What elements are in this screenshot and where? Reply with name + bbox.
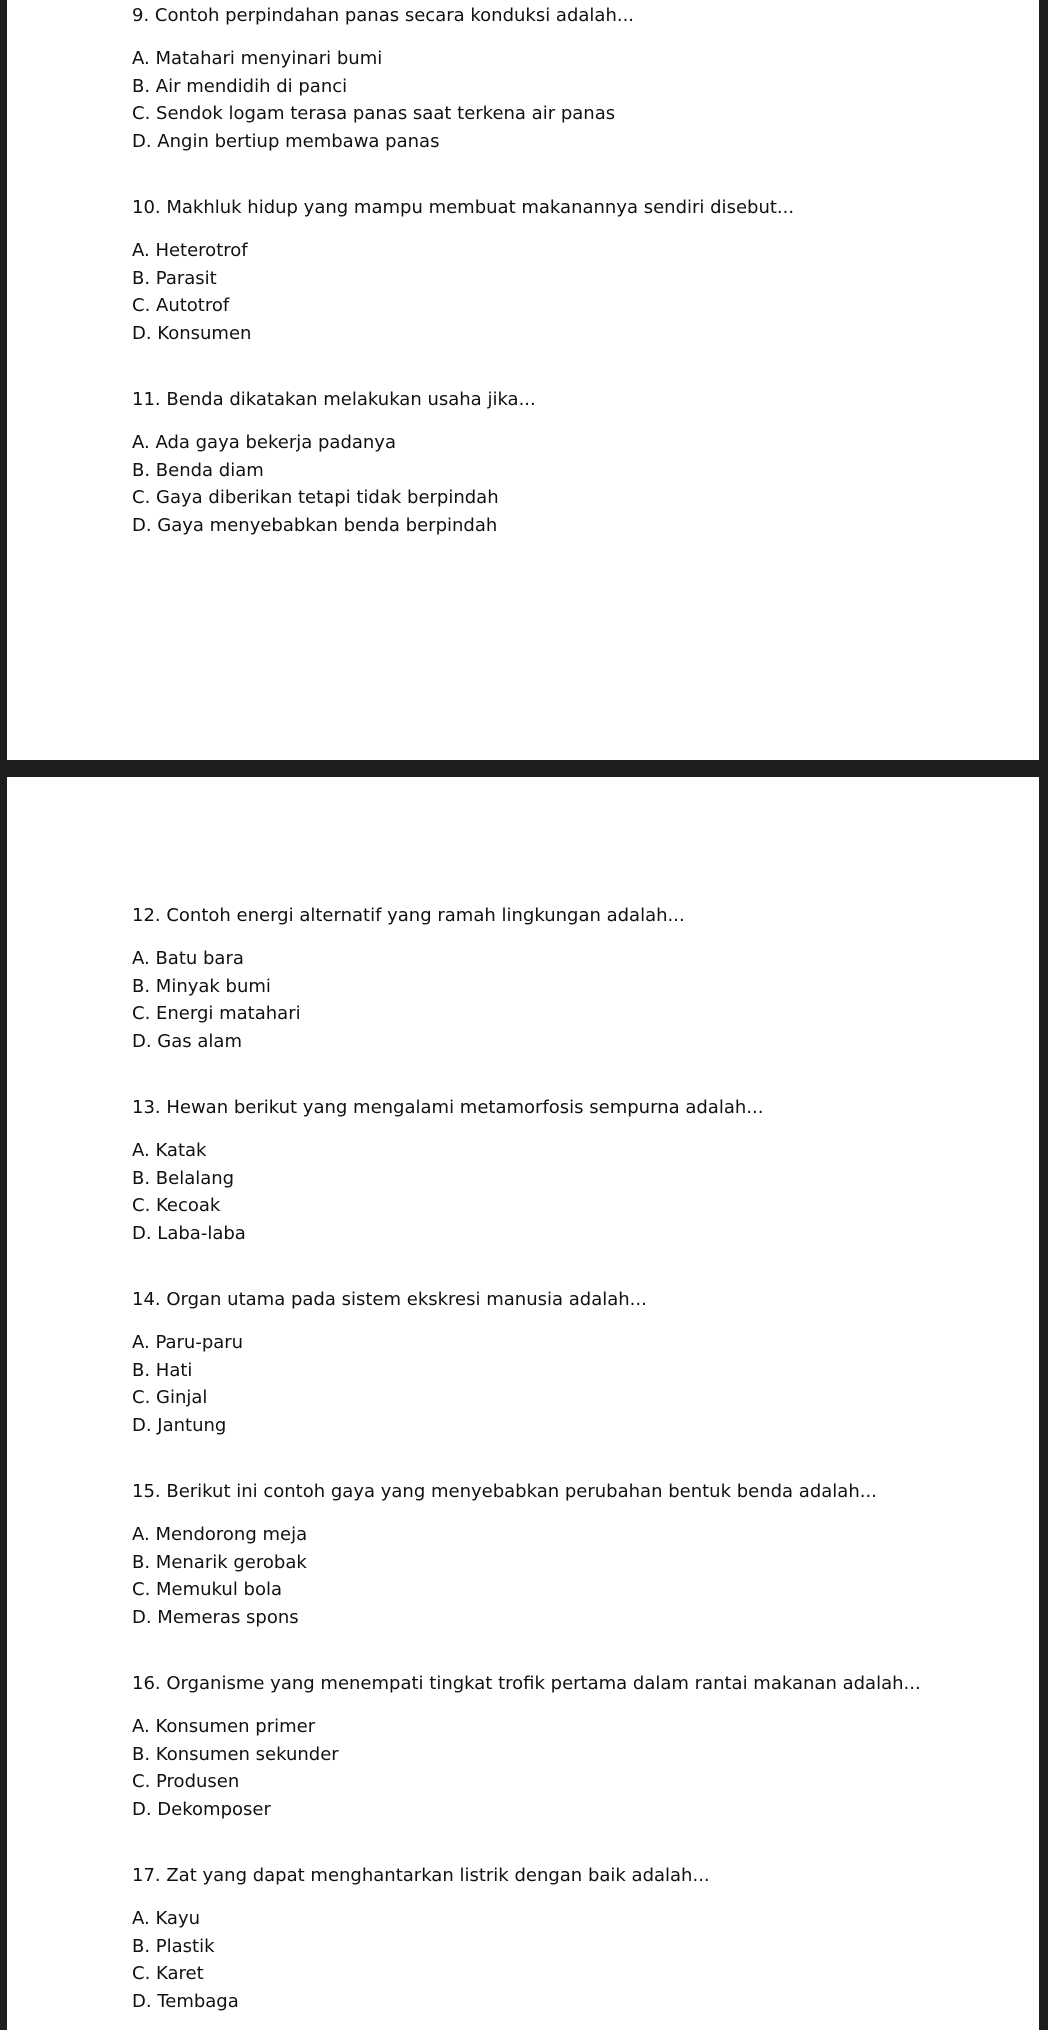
option-a: A. Kayu [132, 1908, 201, 1929]
option-a: A. Heterotrof [132, 240, 248, 261]
answer-options [132, 1137, 763, 1247]
option-c: C. Produsen [132, 1771, 240, 1792]
answer-options [132, 45, 634, 155]
question-text: 17. Zat yang dapat menghantarkan listrik dengan baik adalah... [132, 1865, 710, 1886]
option-b: B. Belalang [132, 1167, 235, 1189]
option-b: B. Minyak bumi [132, 975, 271, 997]
question-text: 11. Benda dikatakan melakukan usaha jika... [132, 389, 536, 410]
option-b: B. Benda diam [132, 459, 264, 481]
option-b: B. Plastik [132, 1935, 215, 1957]
document-page-2 [7, 777, 1039, 2030]
option-a: A. Ada gaya bekerja padanya [132, 432, 396, 453]
question-9 [132, 4, 634, 155]
question-15 [132, 1480, 877, 1631]
question-text: 16. Organisme yang menempati tingkat trofik pertama dalam rantai makanan adalah... [132, 1673, 921, 1694]
option-a: A. Konsumen primer [132, 1716, 316, 1737]
option-d: D. Dekomposer [132, 1798, 271, 1820]
option-d: D. Laba-laba [132, 1222, 246, 1244]
answer-options [132, 429, 536, 539]
option-b: B. Konsumen sekunder [132, 1743, 339, 1765]
option-c: C. Karet [132, 1963, 204, 1984]
option-d: D. Gas alam [132, 1030, 242, 1052]
option-d: D. Angin bertiup membawa panas [132, 130, 440, 152]
option-c: C. Autotrof [132, 295, 230, 316]
option-d: D. Memeras spons [132, 1606, 299, 1628]
question-11 [132, 388, 536, 539]
option-d: D. Gaya menyebabkan benda berpindah [132, 514, 498, 536]
option-c: C. Gaya diberikan tetapi tidak berpindah [132, 487, 499, 508]
answer-options [132, 1329, 647, 1439]
option-b: B. Parasit [132, 267, 217, 289]
option-a: A. Matahari menyinari bumi [132, 48, 383, 69]
option-d: D. Tembaga [132, 1990, 239, 2012]
answer-options [132, 945, 685, 1055]
question-text: 13. Hewan berikut yang mengalami metamorfosis sempurna adalah... [132, 1097, 764, 1118]
question-text: 14. Organ utama pada sistem ekskresi manusia adalah... [132, 1289, 647, 1310]
answer-options [132, 237, 794, 347]
option-d: D. Jantung [132, 1414, 227, 1436]
option-c: C. Sendok logam terasa panas saat terkena air panas [132, 103, 616, 124]
option-a: A. Paru-paru [132, 1332, 244, 1353]
option-a: A. Mendorong meja [132, 1524, 308, 1545]
answer-options [132, 1905, 710, 2015]
option-b: B. Hati [132, 1359, 193, 1381]
question-17 [132, 1864, 710, 2015]
document-page-1 [7, 0, 1039, 760]
answer-options [132, 1521, 877, 1631]
option-c: C. Memukul bola [132, 1579, 283, 1600]
question-10 [132, 196, 794, 347]
option-c: C. Energi matahari [132, 1003, 301, 1024]
question-text: 12. Contoh energi alternatif yang ramah lingkungan adalah... [132, 905, 685, 926]
question-13 [132, 1096, 763, 1247]
option-b: B. Air mendidih di panci [132, 75, 348, 97]
option-a: A. Katak [132, 1140, 207, 1161]
option-d: D. Konsumen [132, 322, 252, 344]
option-b: B. Menarik gerobak [132, 1551, 307, 1573]
answer-options [132, 1713, 921, 1823]
question-16 [132, 1672, 921, 1823]
option-c: C. Kecoak [132, 1195, 221, 1216]
question-text: 9. Contoh perpindahan panas secara konduksi adalah... [132, 5, 635, 26]
option-c: C. Ginjal [132, 1387, 208, 1408]
question-14 [132, 1288, 647, 1439]
option-a: A. Batu bara [132, 948, 244, 969]
question-text: 15. Berikut ini contoh gaya yang menyebabkan perubahan bentuk benda adalah... [132, 1481, 877, 1502]
question-12 [132, 904, 685, 1055]
question-text: 10. Makhluk hidup yang mampu membuat makanannya sendiri disebut... [132, 197, 795, 218]
